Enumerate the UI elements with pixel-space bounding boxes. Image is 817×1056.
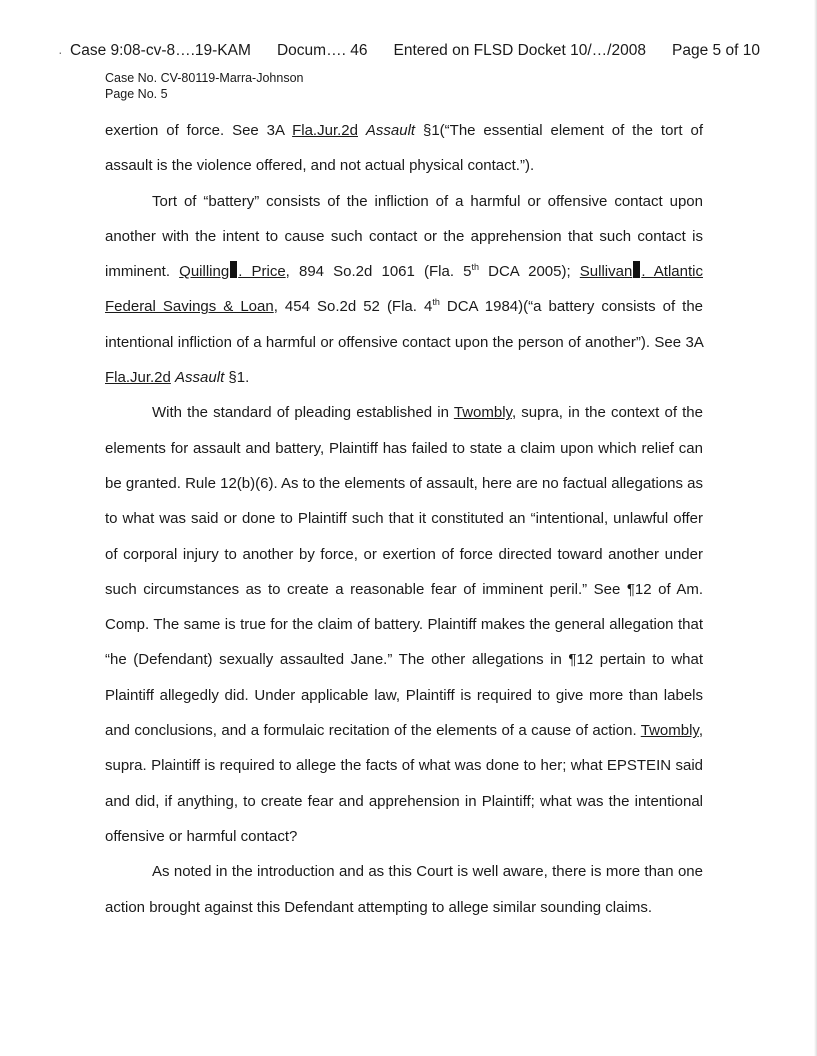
text: , 454 So.2d 52 (Fla. 4 — [273, 298, 433, 316]
text: , supra, in the context of the elements for assault and battery, Plaintiff has failed to state a claim upon which relief can be granted. Rule 12(b)(6). As to the elements of assault, here are no factual allegations as to what was said or done to Plaintiff such that it constituted an “intentional, unlawful offer of corporal injury to another by force, or exertion of force directed toward another under such circumstances as to create a reasonable fear of imminent peril.” See ¶12 of Am. Comp. The same is true for the claim of battery. Plaintiff makes the general allegation that “he (Defendant) sexually assaulted Jane.” The other allegations in ¶12 pertain to what Plaintiff allegedly did. Under applicable law, Plaintiff is required to give more than labels and conclusions, and a formulaic recitation of the elements of a cause of action. — [105, 404, 703, 740]
case-number: Case No. CV-80119-Marra-Johnson — [105, 71, 304, 85]
scan-speck: · — [58, 44, 63, 60]
text: As noted in the introduction and as this Court is well aware, there is more than one action brought against this Defendant attempting to allege similar sounding claims. — [105, 863, 703, 916]
case-citation: . Atlantic Federal Savings & Loan — [105, 263, 703, 316]
text: DCA 1984)(“a battery consists of the intentional infliction of a harmful or offensive contact upon the person of another”). See 3A — [105, 298, 704, 351]
case-citation: Quilling — [179, 263, 230, 281]
text: With the standard of pleading established in — [152, 404, 454, 422]
text: §1(“The essential element of the tort of assault is the violence offered, and not actual physical contact.”). — [105, 122, 703, 175]
italic-text: Assault — [175, 369, 225, 387]
text: Tort of “battery” consists of the infliction of a harmful or offensive contact upon another with the intent to cause such contact or the apprehension that such contact is imminent. — [105, 192, 703, 281]
text: DCA 2005); — [478, 263, 580, 281]
document-body — [105, 113, 703, 925]
header-case: Case 9:08-cv-8….19-KAM — [70, 42, 251, 59]
text: , supra. Plaintiff is required to allege the facts of what was done to her; what EPSTEIN said and did, if anything, to create fear and apprehension in Plaintiff; what was the intentional offensive or harmful contact? — [105, 722, 703, 845]
text: exertion of force. See 3A — [105, 122, 293, 139]
redaction-mark — [633, 261, 640, 278]
header-document: Docum…. 46 — [276, 42, 368, 59]
paragraph-1 — [105, 113, 703, 184]
superscript: th — [432, 297, 440, 308]
redaction-mark — [230, 261, 237, 278]
paragraph-3 — [105, 395, 703, 854]
case-citation: . Price — [238, 263, 286, 281]
paragraph-4 — [105, 854, 703, 925]
italic-text: Assault — [365, 122, 416, 139]
text: §1. — [224, 369, 250, 387]
case-citation: Sullivan — [579, 263, 633, 281]
header-page: Page 5 of 10 — [672, 42, 760, 59]
case-caption — [105, 70, 303, 102]
superscript: th — [471, 262, 479, 273]
filing-header — [70, 42, 760, 60]
citation: Fla.Jur.2d — [292, 122, 358, 139]
case-citation: Twombly — [453, 404, 512, 422]
case-citation: Twombly — [640, 722, 699, 740]
citation: Fla.Jur.2d — [105, 369, 171, 387]
paragraph-2 — [105, 184, 703, 396]
header-entered: Entered on FLSD Docket 10/…/2008 — [393, 42, 646, 59]
text: , 894 So.2d 1061 (Fla. 5 — [285, 263, 472, 281]
page-number: Page No. 5 — [105, 87, 168, 101]
